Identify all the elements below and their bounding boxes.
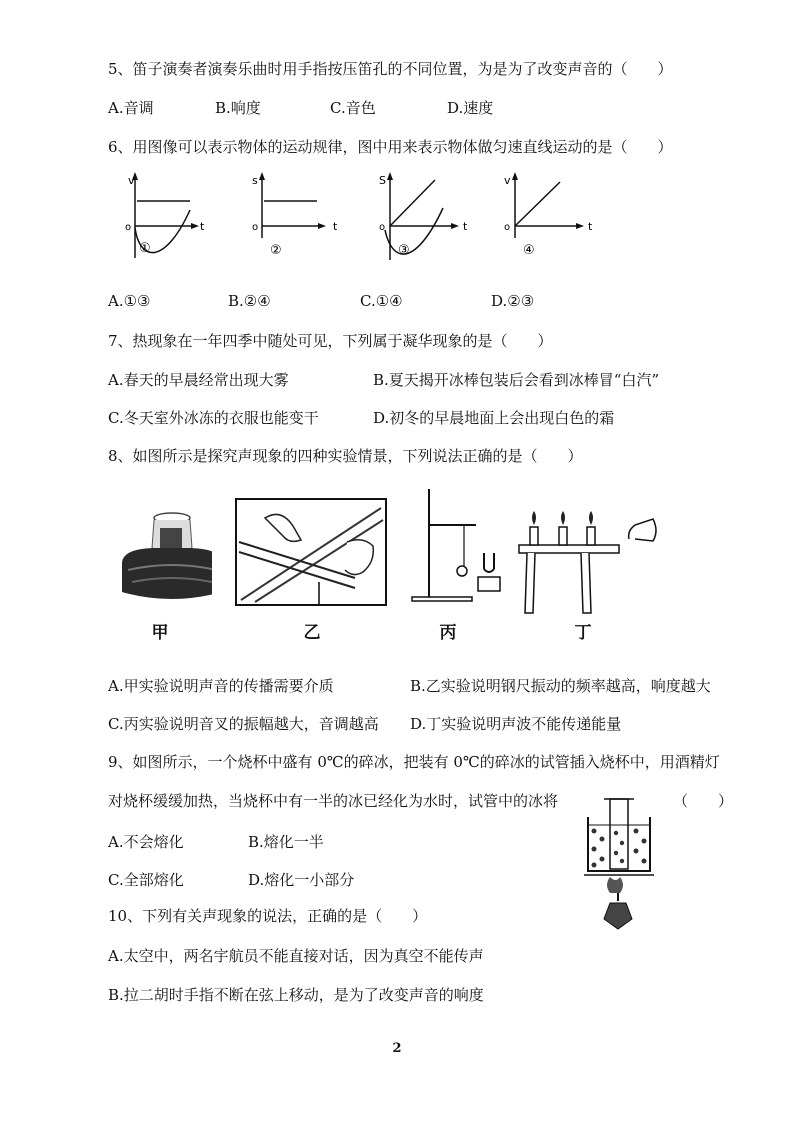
graph-1-origin: o	[125, 222, 132, 233]
ruler-figure	[235, 498, 387, 606]
q5-option-b: B.响度	[215, 99, 261, 117]
graph-4-origin: o	[504, 222, 511, 233]
q6-stem: 6、用图像可以表示物体的运动规律，图中用来表示物体做匀速直线运动的是（ ）	[108, 138, 673, 156]
page-number: 2	[392, 1041, 402, 1056]
graph-1-number: ①	[139, 241, 151, 256]
q10-stem: 10、下列有关声现象的说法，正确的是（ ）	[108, 907, 428, 925]
q9-answer-blank: （ ）	[673, 792, 734, 810]
q6-option-c: C.①④	[360, 292, 403, 310]
caption-jia: 甲	[151, 623, 169, 643]
q5-option-c: C.音色	[330, 99, 376, 117]
caption-ding: 丁	[574, 623, 592, 643]
graph-2-y-label: s	[252, 174, 258, 187]
graph-2-x-label: t	[333, 220, 338, 233]
q7-option-b: B.夏天揭开冰棒包装后会看到冰棒冒“白汽”	[373, 371, 660, 389]
graph-1-y-label: v	[128, 174, 135, 187]
graph-1-x-label: t	[200, 220, 205, 233]
candles-figure	[515, 505, 665, 617]
q8-stem: 8、如图所示是探究声现象的四种实验情景，下列说法正确的是（ ）	[108, 447, 583, 465]
graph-2-number: ②	[270, 243, 282, 258]
q7-option-a: A.春天的早晨经常出现大雾	[108, 371, 289, 389]
bell-jar-figure	[112, 500, 212, 610]
q5-option-d: D.速度	[447, 99, 494, 117]
q10-option-b: B.拉二胡时手指不断在弦上移动，是为了改变声音的响度	[108, 986, 484, 1004]
q8-option-d: D.丁实验说明声波不能传递能量	[410, 715, 622, 733]
caption-yi: 乙	[303, 623, 321, 643]
q9-option-c: C.全部熔化	[108, 871, 184, 889]
q7-option-c: C.冬天室外冰冻的衣服也能变干	[108, 409, 319, 427]
q9-option-d: D.熔化一小部分	[248, 871, 355, 889]
graph-3-number: ③	[398, 243, 410, 258]
graph-3-origin: o	[379, 222, 386, 233]
graph-2	[252, 172, 338, 258]
tuning-fork-figure	[404, 485, 509, 610]
q6-option-a: A.①③	[108, 292, 151, 310]
q9-option-b: B.熔化一半	[248, 833, 324, 851]
q7-stem: 7、热现象在一年四季中随处可见，下列属于凝华现象的是（ ）	[108, 332, 553, 350]
graph-2-origin: o	[252, 222, 259, 233]
graph-4-y-label: v	[504, 174, 511, 187]
graph-3-x-label: t	[463, 220, 468, 233]
graph-4-x-label: t	[588, 220, 593, 233]
q5-stem: 5、笛子演奏者演奏乐曲时用手指按压笛孔的不同位置，为是为了改变声音的（ ）	[108, 60, 673, 78]
q6-graphs-figure	[110, 170, 610, 265]
beaker-figure	[580, 795, 655, 935]
graph-4-number: ④	[523, 243, 535, 258]
q8-option-b: B.乙实验说明钢尺振动的频率越高，响度越大	[410, 677, 711, 695]
graph-4	[504, 172, 593, 258]
q6-option-d: D.②③	[491, 292, 535, 310]
q5-option-a: A.音调	[108, 99, 154, 117]
q9-stem-line-1: 9、如图所示，一个烧杯中盛有 0℃的碎冰，把装有 0℃的碎冰的试管插入烧杯中，用酒精灯	[108, 753, 720, 771]
q9-option-a: A.不会熔化	[108, 833, 184, 851]
caption-bing: 丙	[439, 623, 457, 643]
graph-3-y-label: S	[379, 174, 386, 187]
graph-3	[379, 172, 468, 260]
q8-option-c: C.丙实验说明音叉的振幅越大，音调越高	[108, 715, 379, 733]
graph-1	[125, 172, 205, 258]
q7-option-d: D.初冬的早晨地面上会出现白色的霜	[373, 409, 615, 427]
q6-option-b: B.②④	[228, 292, 271, 310]
q9-stem-line-2: 对烧杯缓缓加热，当烧杯中有一半的冰已经化为水时，试管中的冰将	[108, 792, 559, 810]
q8-option-a: A.甲实验说明声音的传播需要介质	[108, 677, 334, 695]
q10-option-a: A.太空中，两名宇航员不能直接对话，因为真空不能传声	[108, 947, 484, 965]
